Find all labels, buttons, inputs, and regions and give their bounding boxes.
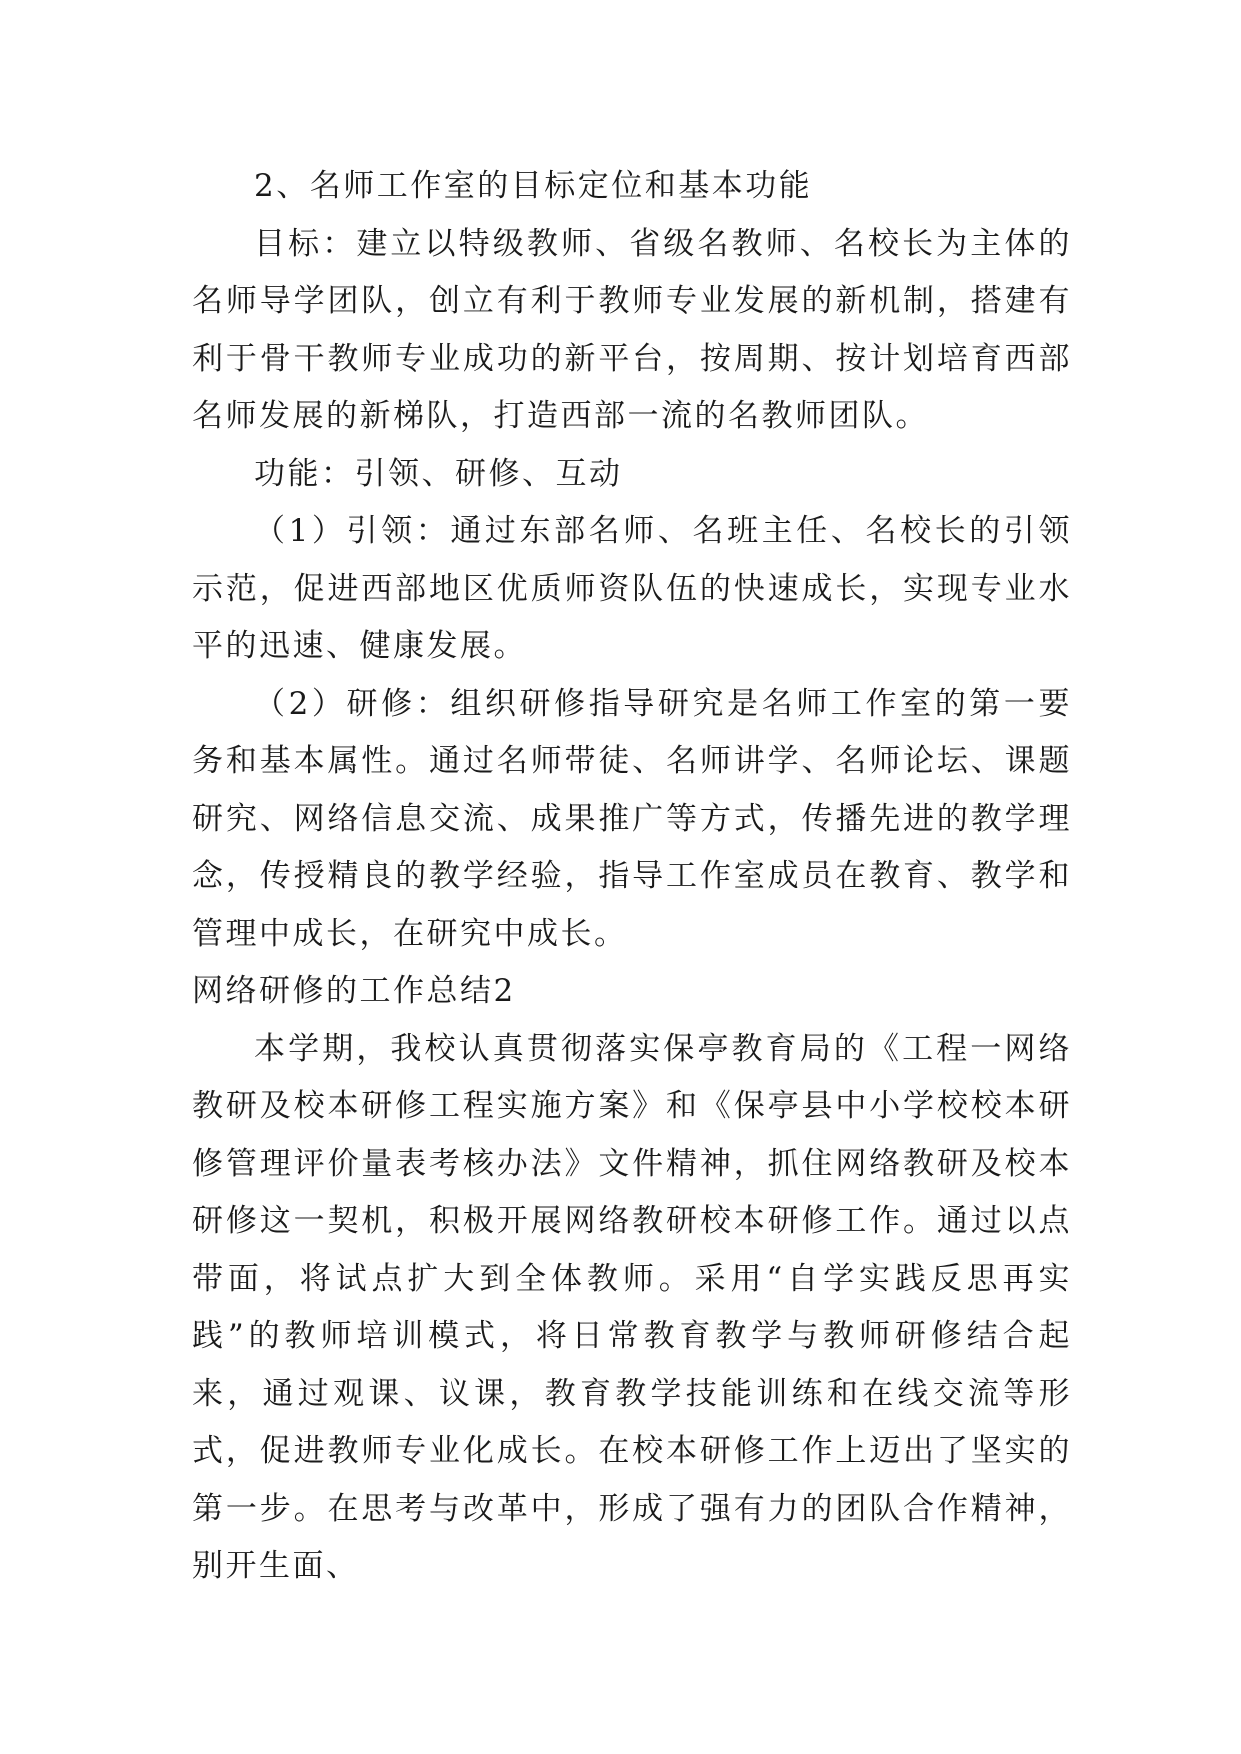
paragraph-functions: 功能：引领、研修、互动	[254, 455, 623, 492]
paragraph-study: （2）研修：组织研修指导研究是名师工作室的第一要务和基本属性。通过名师带徒、名师讲学、名师论坛、课题研究、网络信息交流、成果推广等方式，传播先进的教学理念，传授精良的教学经验，指导工作室成员在教育、教学和管理中成长，在研究中成长。	[192, 685, 1072, 952]
paragraph-lead: （1）引领：通过东部名师、名班主任、名校长的引领示范，促进西部地区优质师资队伍的快速成长，实现专业水平的迅速、健康发展。	[192, 513, 1072, 664]
paragraph-semester: 本学期，我校认真贯彻落实保亭教育局的《工程一网络教研及校本研修工程实施方案》和《保亭县中小学校校本研修管理评价量表考核办法》文件精神，抓住网络教研及校本研修这一契机，积极开展网络教研校本研修工作。通过以点带面，将试点扩大到全体教师。采用“自学实践反思再实践”的教师培训模式，将日常教育教学与教师研修结合起来，通过观课、议课，教育教学技能训练和在线交流等形式，促进教师专业化成长。在校本研修工作上迈出了坚实的第一步。在思考与改革中，形成了强有力的团队合作精神，别开生面、	[192, 1030, 1072, 1584]
summary-title: 网络研修的工作总结2	[192, 973, 516, 1009]
section-heading: 2、名师工作室的目标定位和基本功能	[254, 168, 813, 204]
document-body	[192, 158, 1072, 1596]
paragraph-goal: 目标：建立以特级教师、省级名教师、名校长为主体的名师导学团队，创立有利于教师专业发展的新机制，搭建有利于骨干教师专业成功的新平台，按周期、按计划培育西部名师发展的新梯队，打造西部一流的名教师团队。	[192, 225, 1072, 434]
